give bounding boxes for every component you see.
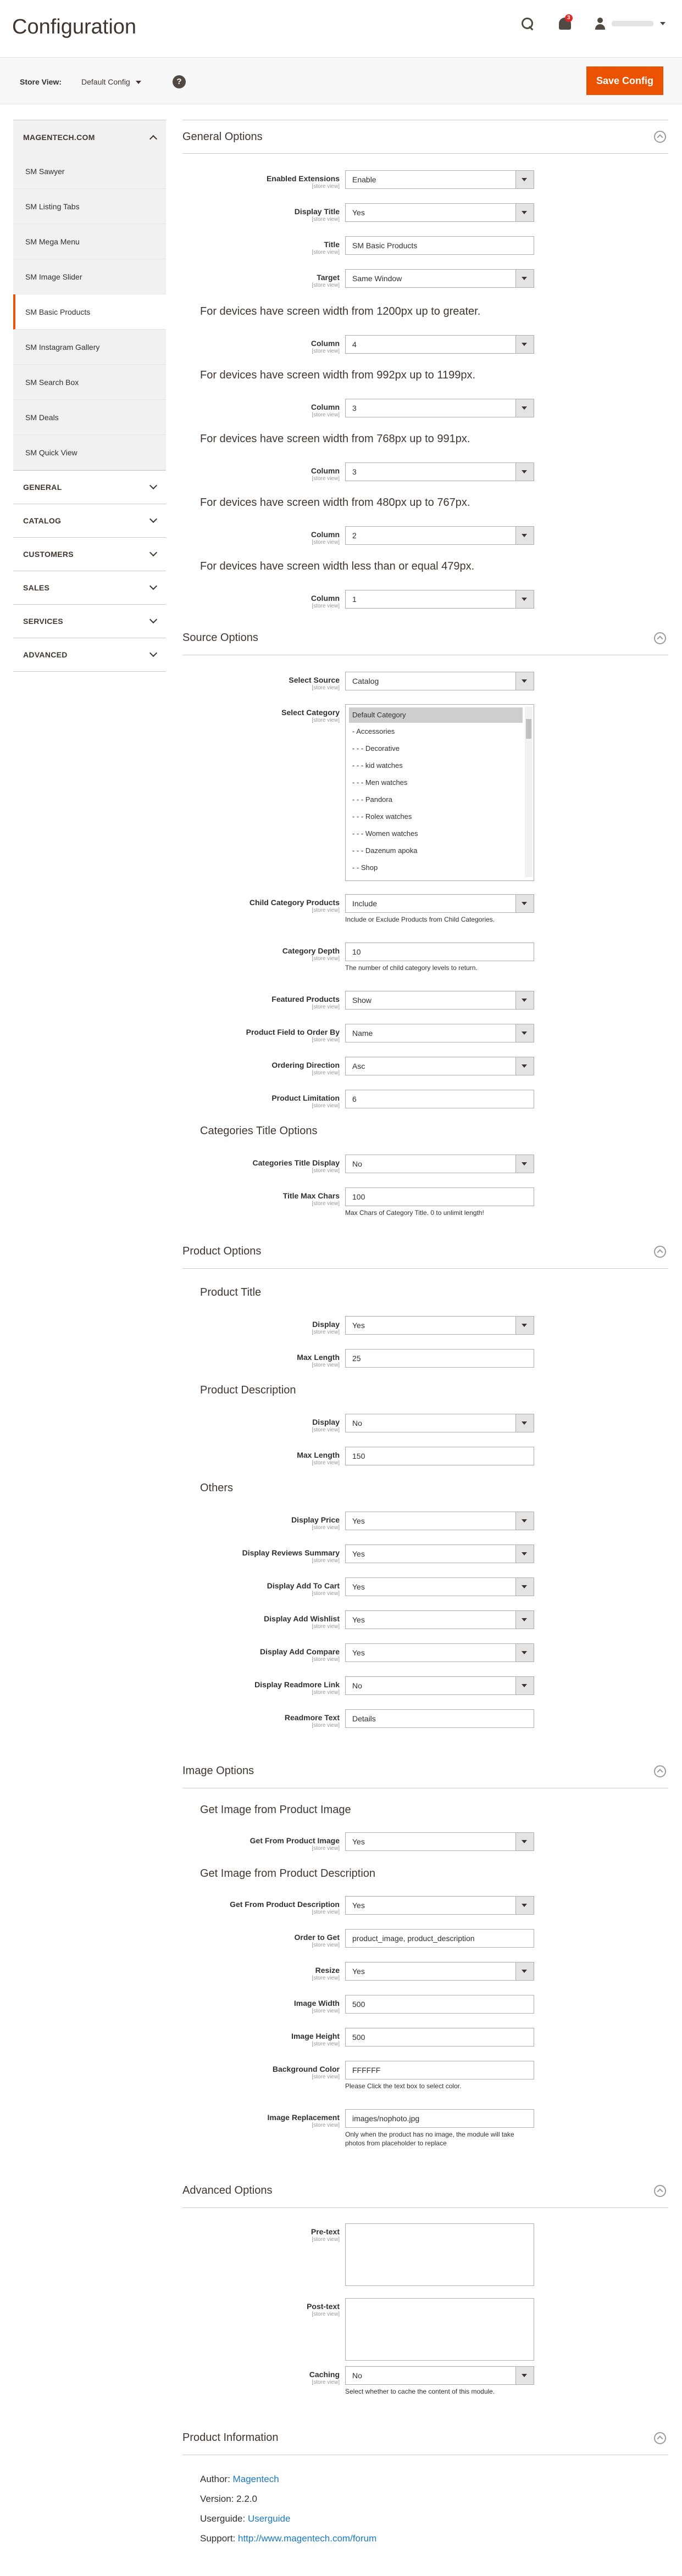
scope-label: [store view] [312,1362,340,1368]
display-option-select[interactable]: Yes [345,1545,534,1563]
product-limitation-label: Product Limitation [271,1094,340,1102]
device-width-text: For devices have screen width from 992px up to 1199px. [200,369,476,381]
column-label-group [311,462,340,482]
sidebar-sections [13,471,166,672]
scope-label: [store view] [312,1975,340,1981]
author-link[interactable]: Magentech [232,2474,279,2484]
pre-text-label-group [311,2223,340,2243]
scope-label: [store view] [312,539,340,545]
sidebar-item[interactable]: SM Instagram Gallery [13,330,166,365]
scope-label: [store view] [312,2311,340,2317]
caching-label: Caching [309,2370,340,2379]
background-color-label: Background Color [272,2065,340,2073]
scope-label: [store view] [312,1657,340,1663]
account-menu[interactable] [595,18,666,30]
store-view-dropdown[interactable]: Default Config [81,77,141,86]
save-config-button[interactable]: Save Config [586,66,663,95]
device-width-text: For devices have screen width less than or equal 479px. [200,560,475,572]
display-option-label-group [264,1610,340,1630]
sidebar-item[interactable]: SM Quick View [13,435,166,470]
child-category-products-note: Include or Exclude Products from Child Categories. [345,916,495,923]
column-select[interactable]: 4 [345,335,534,354]
categories-title-display-label-group [253,1155,340,1174]
scope-label: [store view] [312,1525,340,1531]
display-option-select[interactable]: No [345,1676,534,1695]
enabled-extensions-label: Enabled Extensions [266,174,340,183]
post-text-label-group [307,2298,340,2318]
user-name-blurred [612,21,653,26]
image-height-label: Image Height [291,2032,340,2040]
scope-label: [store view] [312,1070,340,1076]
scope-label: [store view] [312,216,340,222]
target-label: Target [317,273,340,282]
sidebar-section-label: CUSTOMERS [23,550,74,559]
chevron-down-icon [149,515,157,523]
scope-label: [store view] [312,183,340,189]
display-option-label: Display Price [291,1515,340,1524]
from-description-heading: Get Image from Product Description [200,1867,376,1880]
categories-title-display-label: Categories Title Display [252,1158,340,1167]
featured-products-label-group [271,991,340,1011]
display-option-label: Display Readmore Link [254,1680,340,1689]
product-title-display-select[interactable]: Yes [345,1316,534,1335]
select-source-label-group [289,672,340,692]
product-order-by-select[interactable]: Name [345,1024,534,1042]
user-icon [595,18,605,30]
device-width-text: For devices have screen width from 480px up to 767px. [200,497,470,509]
userguide-line [200,2509,376,2529]
scope-label: [store view] [312,2122,340,2128]
target-label-group [312,269,340,289]
image-replacement-input[interactable]: images/nophoto.jpg [345,2109,534,2128]
sidebar-section[interactable] [13,638,166,672]
child-category-products-label: Child Category Products [249,898,340,907]
image-replacement-label: Image Replacement [267,2113,340,2122]
product-title-display-label-group [312,1316,340,1336]
product-options-section-header[interactable] [182,1235,668,1269]
sidebar-section[interactable] [13,605,166,638]
chevron-down-icon [149,482,157,489]
page-title: Configuration [12,15,137,38]
product-information-section-header[interactable] [182,2421,668,2455]
get-from-product-description-label: Get From Product Description [230,1900,340,1909]
sidebar-item[interactable]: SM Search Box [13,365,166,400]
scope-label: [store view] [312,1845,340,1852]
sidebar-item[interactable]: SM Mega Menu [13,224,166,259]
image-options-section [182,1754,668,1788]
product-description-heading: Product Description [200,1384,296,1396]
readmore-text-input[interactable]: Details [345,1709,534,1728]
version-text: Version: 2.2.0 [200,2494,257,2504]
scope-label: [store view] [312,412,340,418]
caching-select[interactable]: No [345,2366,534,2385]
scope-label: [store view] [312,1624,340,1630]
userguide-link[interactable]: Userguide [247,2513,291,2524]
sidebar-item[interactable]: SM Image Slider [13,259,166,294]
readmore-text-label: Readmore Text [284,1713,340,1722]
resize-label-group [312,1962,340,1982]
product-description-max-length-input[interactable]: 150 [345,1447,534,1465]
general-options-section [182,120,668,154]
category-option[interactable]: - - - Pandora [352,795,392,804]
scope-label: [store view] [312,2041,340,2047]
product-description-max-length-label-group [297,1447,340,1467]
chevron-up-icon [149,135,157,142]
column-label: Column [310,466,340,475]
image-height-input[interactable]: 500 [345,2028,534,2047]
multiselect-scrollbar[interactable] [525,707,533,877]
scope-label: [store view] [312,1942,340,1948]
product-title-max-length-input[interactable]: 25 [345,1349,534,1368]
notifications-bell-icon[interactable] [559,15,571,30]
column-label: Column [310,530,340,539]
display-option-select[interactable]: Yes [345,1577,534,1596]
page-actions-toolbar [0,57,682,104]
sidebar-item[interactable]: SM Deals [13,400,166,435]
display-option-label-group [242,1545,340,1564]
category-option[interactable]: - - - Rolex watches [352,812,412,821]
title-label: Title [324,240,340,249]
chevron-down-icon [149,582,157,590]
display-option-select[interactable]: Yes [345,1610,534,1629]
scope-label: [store view] [312,1103,340,1109]
display-title-label-group [295,203,340,223]
scope-label: [store view] [312,1909,340,1915]
device-width-text: For devices have screen width from 768px up to 991px. [200,433,470,445]
sidebar-section-label: CATALOG [23,516,62,525]
advanced-options-section-title: Advanced Options [182,2184,273,2196]
column-select[interactable]: 2 [345,526,534,545]
categories-title-heading: Categories Title Options [200,1125,318,1137]
scope-label: [store view] [312,1329,340,1335]
caching-label-group [309,2366,340,2386]
scope-label: [store view] [312,1201,340,1207]
background-color-label-group [273,2061,340,2081]
get-from-product-description-label-group [230,1896,340,1916]
column-label: Column [310,594,340,603]
sidebar-group-title: MAGENTECH.COM [23,132,95,142]
advanced-options-section-header[interactable] [182,2174,668,2208]
display-option-label-group [260,1643,340,1663]
column-label-group [311,590,340,610]
background-color-input[interactable]: FFFFFF [345,2061,534,2079]
image-height-label-group [291,2028,340,2048]
advanced-options-section [182,2174,668,2208]
title-label-group [312,236,340,256]
support-label: Support: [200,2533,236,2544]
sidebar-section-label: ADVANCED [23,650,68,659]
device-width-text: For devices have screen width from 1200px up to greater. [200,305,481,317]
scope-label: [store view] [312,603,340,609]
featured-products-label: Featured Products [271,995,340,1003]
post-text-textarea[interactable] [345,2298,534,2361]
enabled-extensions-label-group [267,170,340,190]
title-max-chars-note: Max Chars of Category Title. 0 to unlimit length! [345,1209,484,1217]
scope-label: [store view] [312,685,340,691]
category-option[interactable]: - - - Dazenum apoka [352,846,418,855]
sidebar-group-magentech[interactable] [13,120,166,154]
notification-count-badge: 3 [565,14,573,22]
collapse-circle-icon[interactable] [654,1246,666,1258]
title-max-chars-input[interactable]: 100 [345,1187,534,1206]
product-order-by-label: Product Field to Order By [246,1028,340,1036]
get-from-product-image-label-group [250,1832,340,1852]
image-options-section-title: Image Options [182,1765,254,1777]
category-option[interactable]: - - Shop [352,863,378,872]
sidebar-section[interactable] [13,538,166,571]
category-option[interactable]: - Accessories [352,727,395,735]
resize-label: Resize [315,1966,340,1975]
chevron-down-icon [149,549,157,556]
featured-products-select[interactable]: Show [345,991,534,1010]
category-depth-note: The number of child category levels to return. [345,964,478,972]
readmore-text-label-group [285,1709,340,1729]
sidebar-item[interactable]: SM Sawyer [13,154,166,189]
column-select[interactable]: 3 [345,399,534,417]
categories-title-display-select[interactable]: No [345,1155,534,1173]
product-limitation-label-group [271,1090,340,1109]
image-width-input[interactable]: 500 [345,1995,534,2014]
display-title-select[interactable]: Yes [345,203,534,222]
column-label: Column [310,339,340,348]
collapse-circle-icon[interactable] [654,131,666,143]
product-title-display-label: Display [312,1320,340,1329]
caret-down-icon [660,22,666,25]
product-options-section [182,1235,668,1269]
select-category-label-group [281,704,340,724]
scope-label: [store view] [312,1037,340,1043]
select-category-label: Select Category [281,708,340,717]
get-from-product-description-select[interactable]: Yes [345,1896,534,1915]
category-depth-label: Category Depth [282,946,340,955]
scope-label: [store view] [312,956,340,962]
scope-label: [store view] [312,282,340,288]
product-description-display-label: Display [312,1418,340,1426]
order-to-get-label-group [295,1929,340,1949]
image-replacement-note: Only when the product has no image, the module will take photos from placeholder to replace [345,2131,514,2147]
pre-text-textarea[interactable] [345,2223,534,2286]
scope-label: [store view] [312,2237,340,2243]
column-label-group [311,399,340,419]
sidebar-section[interactable] [13,571,166,605]
display-option-select[interactable]: Yes [345,1643,534,1662]
column-label-group [311,526,340,546]
scope-label: [store view] [312,348,340,354]
ordering-direction-label: Ordering Direction [271,1061,340,1069]
scope-label: [store view] [312,1591,340,1597]
product-description-display-select[interactable]: No [345,1414,534,1432]
product-description-max-length-label: Max Length [297,1451,340,1459]
scope-label: [store view] [312,249,340,255]
sidebar-items [13,154,166,471]
child-category-products-select[interactable]: Include [345,894,534,913]
product-description-display-label-group [312,1414,340,1434]
scope-label: [store view] [312,476,340,482]
category-option[interactable]: - - - Men watches [352,778,408,787]
author-line [200,2469,376,2489]
scrollbar-thumb[interactable] [526,719,531,739]
chevron-down-icon [149,649,157,657]
category-option[interactable]: - - - Decorative [352,744,400,752]
support-link[interactable]: http://www.magentech.com/forum [238,2533,377,2544]
column-select[interactable]: 3 [345,462,534,481]
enabled-extensions-select[interactable]: Enable [345,170,534,189]
display-title-label: Display Title [294,207,340,216]
post-text-label: Post-text [307,2302,340,2311]
display-option-select[interactable]: Yes [345,1512,534,1530]
collapse-circle-icon[interactable] [654,2432,666,2444]
scope-label: [store view] [312,1558,340,1564]
display-option-label: Display Add To Cart [267,1581,340,1590]
scope-label: [store view] [312,1168,340,1174]
ordering-direction-select[interactable]: Asc [345,1057,534,1075]
order-to-get-input[interactable]: product_image, product_description [345,1929,534,1948]
category-option[interactable]: - - - Women watches [352,829,418,838]
chevron-down-icon [149,616,157,623]
scope-label: [store view] [312,717,340,723]
sidebar-section-label: SALES [23,583,50,592]
order-to-get-label: Order to Get [294,1933,340,1942]
display-option-label: Display Add Compare [260,1647,340,1656]
ordering-direction-label-group [271,1057,340,1077]
sidebar-section-label: SERVICES [23,617,63,626]
author-label: Author: [200,2474,230,2484]
pre-text-label: Pre-text [310,2227,340,2236]
source-options-section-header[interactable] [182,621,668,655]
product-info-block [200,2469,376,2549]
sidebar-section[interactable] [13,504,166,538]
scope-label: [store view] [312,1004,340,1010]
title-max-chars-label-group [283,1187,340,1207]
product-title-max-length-label: Max Length [297,1353,340,1362]
select-source-label: Select Source [289,676,340,684]
product-options-section-title: Product Options [182,1245,262,1257]
scope-label: [store view] [312,1690,340,1696]
image-width-label: Image Width [293,1999,340,2008]
category-depth-label-group [282,943,340,962]
collapse-circle-icon[interactable] [654,632,666,644]
scope-label: [store view] [312,1722,340,1729]
column-select[interactable]: 1 [345,590,534,609]
source-options-section [182,621,668,655]
scope-label: [store view] [312,2379,340,2385]
display-option-label-group [291,1512,340,1531]
source-options-section-title: Source Options [182,632,258,644]
category-depth-input[interactable]: 10 [345,943,534,961]
others-heading: Others [200,1482,234,1494]
resize-select[interactable]: Yes [345,1962,534,1981]
select-source-select[interactable]: Catalog [345,672,534,690]
get-from-product-image-select[interactable]: Yes [345,1832,534,1851]
help-icon[interactable]: ? [173,75,186,88]
collapse-circle-icon[interactable] [654,1765,666,1777]
background-color-note: Please Click the text box to select color. [345,2082,462,2090]
scope-label: [store view] [312,1427,340,1433]
sidebar-item[interactable]: SM Listing Tabs [13,189,166,224]
category-option[interactable]: - - - kid watches [352,761,403,770]
from-image-heading: Get Image from Product Image [200,1804,351,1816]
column-label: Column [310,403,340,411]
sidebar-section-label: GENERAL [23,483,62,492]
header-actions [520,16,666,31]
display-option-label-group [254,1676,340,1696]
sidebar-section[interactable] [13,471,166,504]
scope-label: [store view] [312,2008,340,2014]
display-option-label: Display Reviews Summary [242,1548,340,1557]
title-input[interactable]: SM Basic Products [345,236,534,255]
target-select[interactable]: Same Window [345,269,534,288]
product-title-max-length-label-group [297,1349,340,1369]
sidebar-item[interactable]: SM Basic Products [13,294,166,330]
store-view-label: Store View: [20,77,62,86]
product-title-heading: Product Title [200,1286,262,1298]
product-information-section-title: Product Information [182,2432,279,2444]
product-order-by-label-group [246,1024,340,1044]
userguide-label: Userguide: [200,2513,246,2524]
image-options-section-header[interactable] [182,1754,668,1788]
get-from-product-image-label: Get From Product Image [249,1836,340,1845]
general-options-section-title: General Options [182,130,263,143]
image-replacement-label-group [268,2109,340,2129]
scope-label: [store view] [312,2074,340,2080]
caching-note: Select whether to cache the content of this module. [345,2388,495,2395]
support-line [200,2529,376,2549]
general-options-section-header[interactable] [182,120,668,154]
category-multiselect[interactable] [345,704,534,881]
column-label-group [311,335,340,355]
collapse-circle-icon[interactable] [654,2185,666,2197]
category-option[interactable]: Default Category [349,707,523,723]
display-option-label: Display Add Wishlist [264,1614,340,1623]
product-limitation-input[interactable]: 6 [345,1090,534,1108]
product-information-section [182,2421,668,2455]
search-icon[interactable] [520,16,535,31]
scope-label: [store view] [312,1460,340,1466]
display-option-label-group [267,1577,340,1597]
scope-label: [store view] [312,907,340,913]
child-category-products-label-group [249,894,340,914]
title-max-chars-label: Title Max Chars [282,1191,340,1200]
image-width-label-group [294,1995,340,2015]
config-sidebar [13,120,166,672]
